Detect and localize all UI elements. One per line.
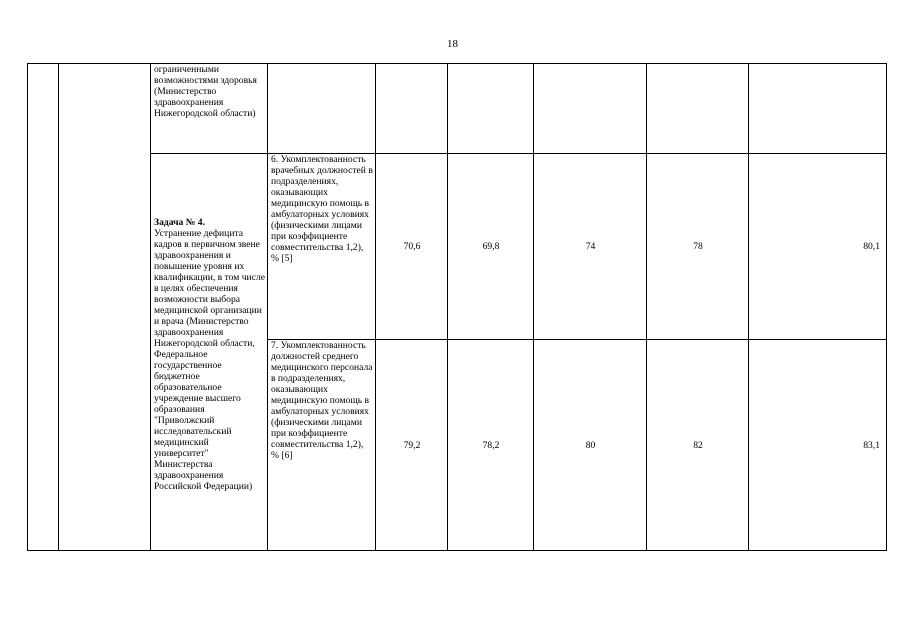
indicator-value: 78,2 — [448, 340, 534, 551]
empty-cell — [268, 64, 376, 154]
task-text: Устранение дефицита кадров в первичном звене здравоохранения и повышение уровня их квалификации, в том числе в целях обеспечения возможности выбора медицинской организации и врача (Министерство здравоохранения Нижегородской области, Федеральное государственное бюджетное образовательное учреждение высшего образования "Приволжский исследовательский медицинский университет" Министерства здравоохранения Российской Федерации) — [154, 227, 265, 492]
empty-cell — [376, 64, 448, 154]
indicator-value: 78 — [647, 154, 749, 340]
page-number: 18 — [447, 38, 458, 50]
indicator-value: 80 — [534, 340, 647, 551]
task-title: Задача № 4. — [154, 216, 205, 228]
continued-description: ограниченными возможностями здоровья (Министерство здравоохранения Нижегородской области) — [151, 64, 268, 154]
indicator-value: 80,1 — [749, 154, 887, 340]
table-row-indicator-6 — [28, 154, 887, 340]
empty-cell-col1 — [28, 64, 59, 551]
empty-cell — [448, 64, 534, 154]
empty-cell — [534, 64, 647, 154]
table-row-continuation — [28, 64, 887, 154]
indicator-value: 82 — [647, 340, 749, 551]
indicator-value: 83,1 — [749, 340, 887, 551]
task-description — [151, 154, 268, 551]
indicator-value: 70,6 — [376, 154, 448, 340]
indicator-name: 7. Укомплектованность должностей среднего медицинского персонала в подразделениях, оказывающих медицинскую помощь в амбулаторных условиях (физическими лицами при коэффициенте совместительства 1,2), % [6] — [268, 340, 376, 551]
empty-cell — [647, 64, 749, 154]
indicator-value: 69,8 — [448, 154, 534, 340]
indicators-table — [27, 63, 887, 551]
indicator-value: 74 — [534, 154, 647, 340]
indicator-name: 6. Укомплектованность врачебных должностей в подразделениях, оказывающих медицинскую помощь в амбулаторных условиях (физическими лицами при коэффициенте совместительства 1,2), % [5] — [268, 154, 376, 340]
indicator-value: 79,2 — [376, 340, 448, 551]
empty-cell — [749, 64, 887, 154]
empty-cell-col2 — [59, 64, 151, 551]
